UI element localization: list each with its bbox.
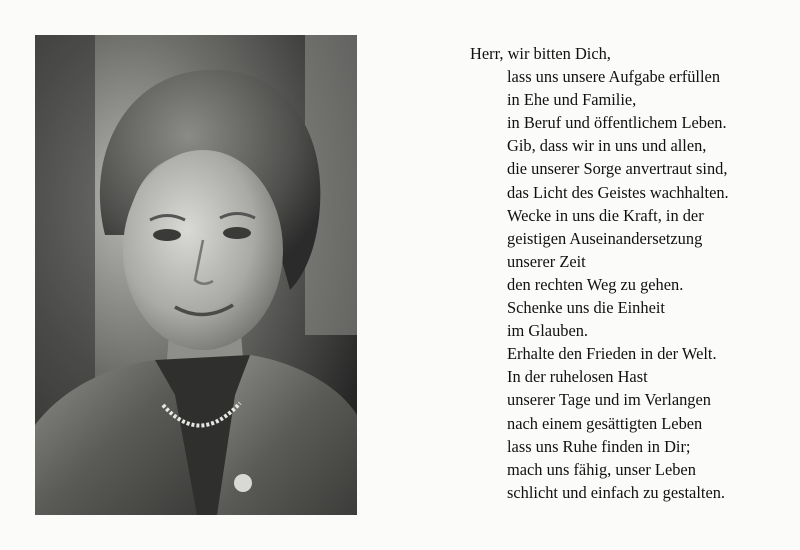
prayer-line: Gib, dass wir in uns und allen, [507, 136, 707, 156]
prayer-text [470, 42, 790, 504]
prayer-line: das Licht des Geistes wachhalten. [507, 182, 729, 202]
prayer-line: unserer Tage und im Verlangen [507, 390, 711, 410]
prayer-line: Erhalte den Frieden in der Welt. [507, 344, 717, 364]
prayer-line: lass uns Ruhe finden in Dir; [507, 436, 691, 456]
portrait-illustration [35, 35, 357, 515]
prayer-line: geistigen Auseinandersetzung [507, 228, 703, 248]
prayer-line: nach einem gesättigten Leben [507, 413, 703, 433]
prayer-line: den rechten Weg zu gehen. [507, 274, 684, 294]
prayer-line: schlicht und einfach zu gestalten. [507, 482, 726, 502]
prayer-line: in Beruf und öffentlichem Leben. [507, 113, 727, 133]
prayer-line: im Glauben. [507, 321, 589, 341]
prayer-line: unserer Zeit [507, 251, 586, 271]
prayer-line: Wecke in uns die Kraft, in der [507, 205, 704, 225]
prayer-line: Schenke uns die Einheit [507, 298, 665, 318]
prayer-opening: Herr, wir bitten Dich, [470, 44, 611, 63]
prayer-line: lass uns unsere Aufgabe erfüllen [507, 67, 721, 87]
prayer-line: In der ruhelosen Hast [507, 367, 648, 387]
prayer-line: die unserer Sorge anvertraut sind, [507, 159, 728, 179]
portrait-photo [35, 35, 357, 515]
prayer-line: in Ehe und Familie, [507, 90, 637, 110]
prayer-line: mach uns fähig, unser Leben [507, 459, 696, 479]
